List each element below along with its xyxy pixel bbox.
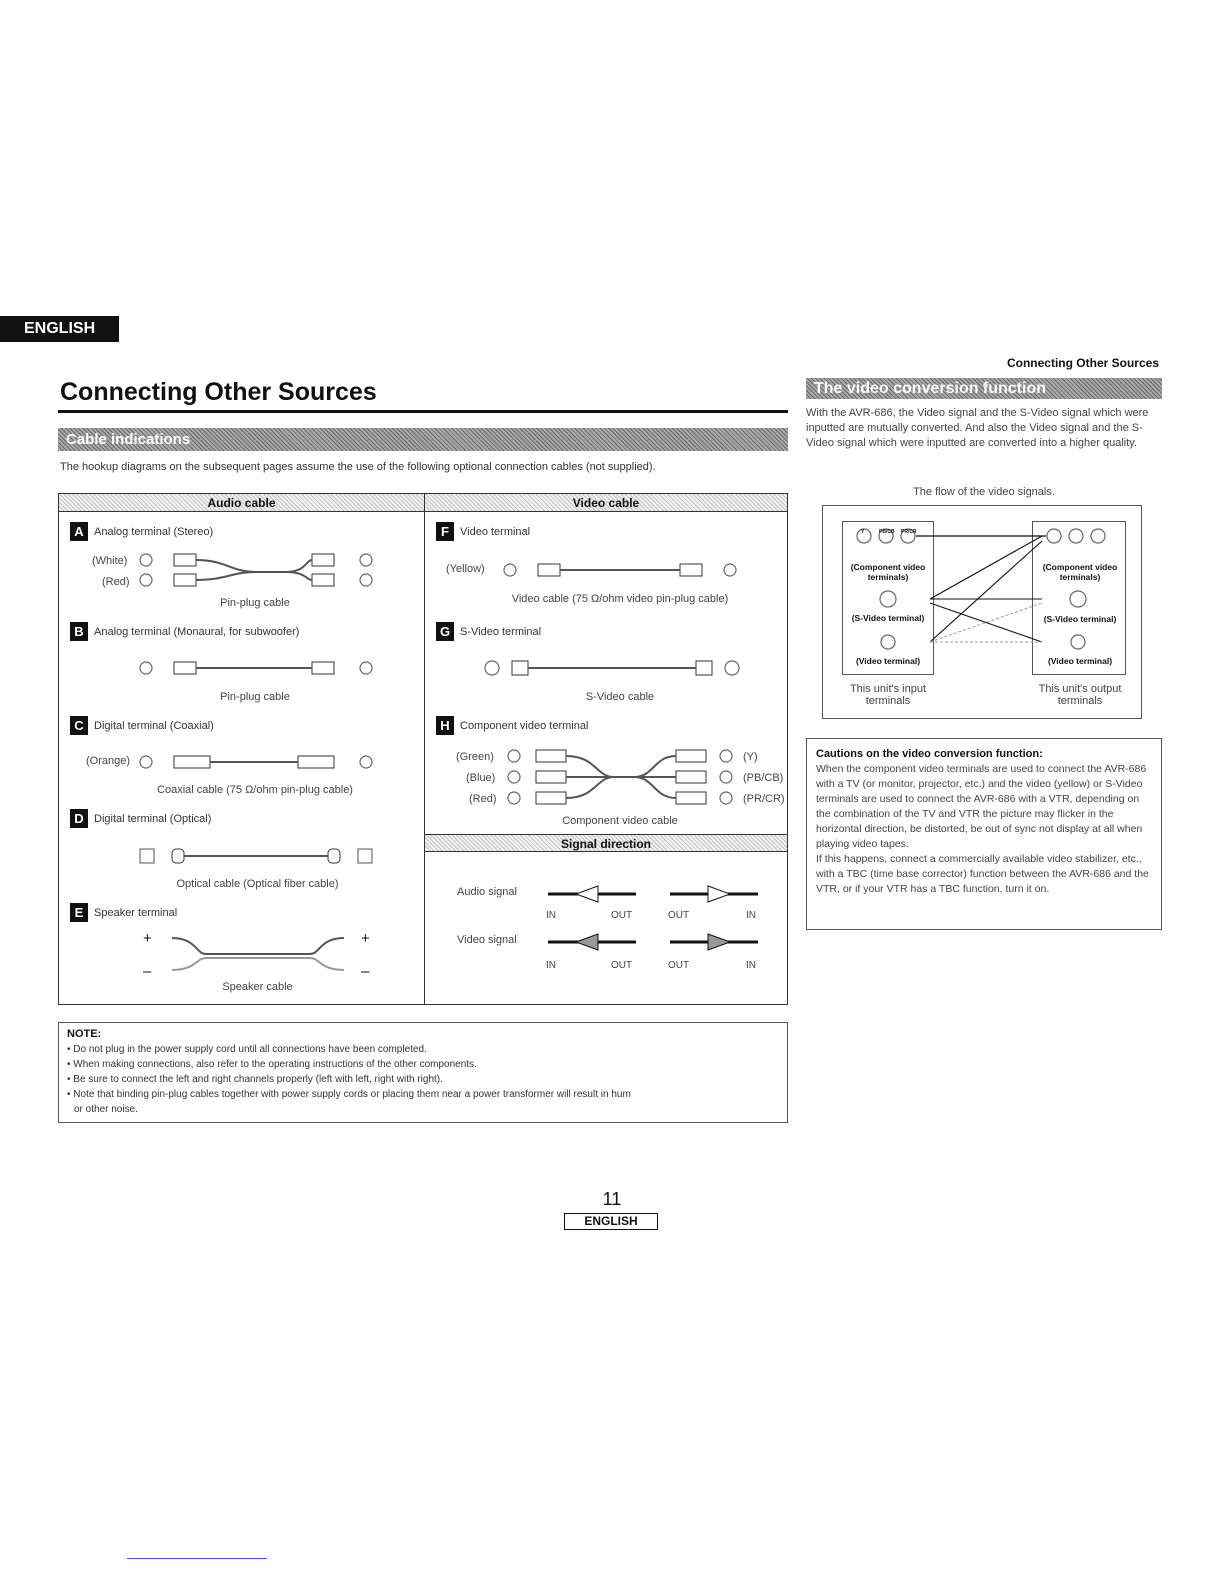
badge-g: G bbox=[436, 622, 454, 641]
item-f bbox=[436, 522, 530, 541]
speaker-minus-left: – bbox=[143, 963, 152, 980]
caption-g: S-Video cable bbox=[585, 691, 655, 703]
item-f-title: Video terminal bbox=[460, 525, 531, 538]
label-white: (White) bbox=[92, 555, 128, 567]
audio-in-left: IN bbox=[546, 910, 556, 921]
caption-b: Pin-plug cable bbox=[220, 691, 290, 703]
title-rule bbox=[58, 410, 788, 413]
component-video-cable-icon bbox=[504, 746, 738, 810]
cautions-heading: Cautions on the video conversion function: bbox=[816, 748, 1043, 760]
video-signal-arrows-icon bbox=[546, 932, 762, 952]
badge-c: C bbox=[70, 716, 88, 735]
item-g-title: S-Video terminal bbox=[460, 625, 542, 638]
item-d bbox=[70, 809, 211, 828]
video-cable-icon bbox=[500, 558, 744, 582]
caption-h: Component video cable bbox=[562, 815, 678, 827]
language-tab: ENGLISH bbox=[0, 316, 119, 342]
caption-f: Video cable (75 Ω/ohm video pin-plug cable) bbox=[511, 593, 729, 605]
speaker-plus-right: + bbox=[361, 930, 370, 947]
note-line: or other noise. bbox=[74, 1104, 138, 1115]
audio-signal-arrows-icon bbox=[546, 884, 762, 904]
item-h-title: Component video terminal bbox=[460, 719, 589, 732]
item-d-title: Digital terminal (Optical) bbox=[94, 812, 212, 825]
speaker-minus-right: – bbox=[361, 963, 370, 980]
video-out-left: OUT bbox=[611, 960, 633, 971]
label-y: (Y) bbox=[743, 751, 758, 763]
caption-e: Speaker cable bbox=[222, 981, 293, 993]
bottom-rule bbox=[127, 1558, 267, 1559]
output-terminals-caption: This unit's output terminals bbox=[1038, 683, 1122, 707]
note-line: • Be sure to connect the left and right channels properly (left with left, right with right). bbox=[67, 1074, 443, 1085]
section-cable-indications: Cable indications bbox=[58, 428, 788, 451]
badge-d: D bbox=[70, 809, 88, 828]
badge-e: E bbox=[70, 903, 88, 922]
in-pb-label: PB/CB bbox=[879, 529, 895, 535]
caption-a: Pin-plug cable bbox=[220, 597, 290, 609]
video-flow-lines-icon bbox=[842, 521, 1126, 675]
audio-in-right: IN bbox=[746, 910, 756, 921]
label-red: (Red) bbox=[102, 576, 130, 588]
cautions-box bbox=[806, 738, 1162, 930]
output-video-label: (Video terminal) bbox=[1047, 656, 1113, 666]
audio-signal-label: Audio signal bbox=[457, 886, 517, 898]
note-box bbox=[58, 1022, 788, 1123]
flow-caption: The flow of the video signals. bbox=[913, 486, 1055, 498]
s-video-cable-icon bbox=[482, 656, 744, 680]
signal-direction-header: Signal direction bbox=[425, 834, 787, 852]
section-video-conversion: The video conversion function bbox=[806, 378, 1162, 399]
label-red-component: (Red) bbox=[469, 793, 497, 805]
input-video-label: (Video terminal) bbox=[855, 656, 921, 666]
speaker-cable-icon bbox=[166, 932, 350, 976]
badge-f: F bbox=[436, 522, 454, 541]
output-s-video-label: (S-Video terminal) bbox=[1043, 614, 1117, 624]
in-y-label: Y bbox=[861, 529, 865, 535]
item-e bbox=[70, 903, 177, 922]
label-orange: (Orange) bbox=[86, 755, 131, 767]
coaxial-cable-icon bbox=[136, 750, 386, 774]
label-blue: (Blue) bbox=[466, 772, 496, 784]
optical-cable-icon bbox=[136, 844, 386, 868]
speaker-plus-left: + bbox=[143, 930, 152, 947]
item-c bbox=[70, 716, 214, 735]
video-signal-label: Video signal bbox=[457, 934, 517, 946]
video-conversion-text: With the AVR-686, the Video signal and the S-Video signal which were inputted are mutually converted. And also the Video signal and the S-Video signal which were inputted are converted into a higher quality. bbox=[806, 407, 1149, 449]
caption-d: Optical cable (Optical fiber cable) bbox=[176, 878, 339, 890]
note-heading: NOTE: bbox=[67, 1028, 102, 1040]
intro-text: The hookup diagrams on the subsequent pages assume the use of the following optional connection cables (not supplied). bbox=[60, 461, 656, 473]
input-s-video-label: (S-Video terminal) bbox=[851, 613, 925, 623]
note-line: • Note that binding pin-plug cables together with power supply cords or placing them near a power transformer will result in hum bbox=[67, 1089, 631, 1100]
badge-b: B bbox=[70, 622, 88, 641]
item-c-title: Digital terminal (Coaxial) bbox=[94, 719, 214, 732]
running-head: Connecting Other Sources bbox=[1006, 356, 1159, 370]
item-b bbox=[70, 622, 299, 641]
caption-c: Coaxial cable (75 Ω/ohm pin-plug cable) bbox=[157, 784, 353, 796]
cautions-text-1: When the component video terminals are used to connect the AVR-686 with a TV (or monitor, projector, etc.) and the video (yellow) or S-Video terminals are used to connect the AVR-686 with a VTR, depending on the combination of the TV and VTR the picture may flicker in the horizontal direction, be distorted, be out of sync not display at all when playing video tapes. bbox=[816, 763, 1147, 850]
label-green: (Green) bbox=[456, 751, 494, 763]
video-out-right: OUT bbox=[668, 960, 690, 971]
input-component-label: (Component video terminals) bbox=[850, 562, 926, 582]
item-a bbox=[70, 522, 213, 541]
note-line: • When making connections, also refer to the operating instructions of the other components. bbox=[67, 1059, 477, 1070]
item-a-title: Analog terminal (Stereo) bbox=[94, 525, 214, 538]
mono-pin-cable-icon bbox=[136, 656, 386, 680]
video-cable-header: Video cable bbox=[425, 494, 787, 512]
column-divider bbox=[424, 493, 425, 1005]
audio-cable-header: Audio cable bbox=[59, 494, 424, 512]
video-in-left: IN bbox=[546, 960, 556, 971]
page-title: Connecting Other Sources bbox=[60, 378, 377, 406]
item-g bbox=[436, 622, 541, 641]
note-line: • Do not plug in the power supply cord until all connections have been completed. bbox=[67, 1044, 427, 1055]
item-b-title: Analog terminal (Monaural, for subwoofer) bbox=[94, 625, 300, 638]
in-pr-label: PR/CR bbox=[901, 529, 917, 535]
item-e-title: Speaker terminal bbox=[94, 906, 178, 919]
footer-language: ENGLISH bbox=[564, 1213, 658, 1230]
audio-out-left: OUT bbox=[611, 910, 633, 921]
label-yellow: (Yellow) bbox=[446, 563, 485, 575]
item-h bbox=[436, 716, 588, 735]
label-pb: (PB/CB) bbox=[743, 772, 784, 784]
label-pr: (PR/CR) bbox=[743, 793, 785, 805]
video-in-right: IN bbox=[746, 960, 756, 971]
badge-h: H bbox=[436, 716, 454, 735]
page-number: 11 bbox=[602, 1189, 622, 1209]
stereo-pin-cable-icon bbox=[136, 548, 386, 592]
badge-a: A bbox=[70, 522, 88, 541]
input-terminals-caption: This unit's input terminals bbox=[849, 683, 927, 707]
cautions-text-2: If this happens, connect a commercially available video stabilizer, etc., with a TBC (time base corrector) function between the AVR-686 and the VTR, or if your VTR has a TBC function, turn it on. bbox=[816, 853, 1149, 895]
output-component-label: (Component video terminals) bbox=[1042, 562, 1118, 582]
audio-out-right: OUT bbox=[668, 910, 690, 921]
